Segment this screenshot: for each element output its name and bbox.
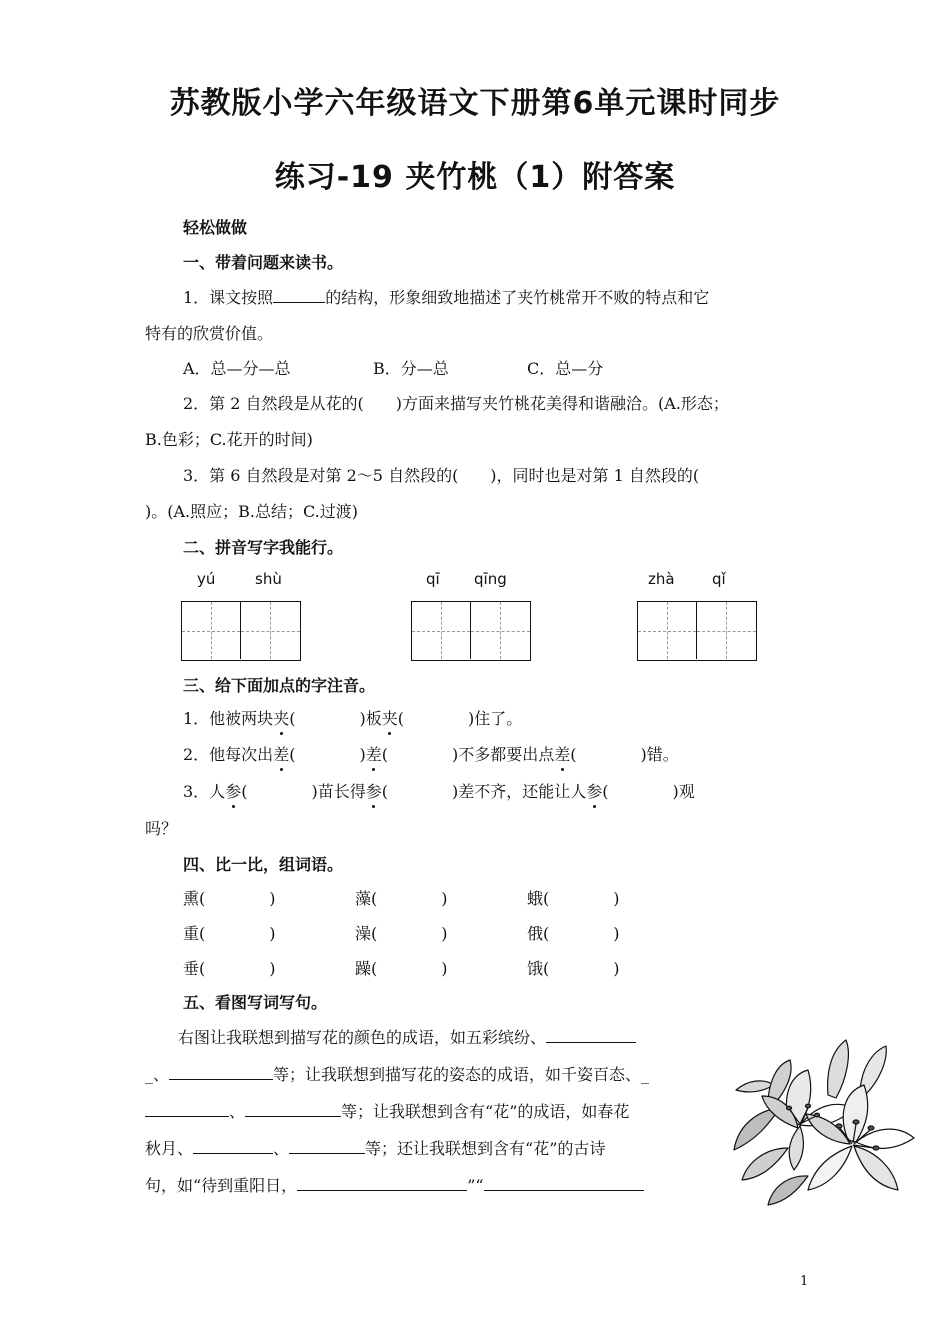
s5-blank-6[interactable] [289, 1152, 365, 1154]
q1-option-b: B．分—总 [373, 359, 449, 378]
s5-blank-2[interactable] [169, 1078, 273, 1080]
q1-line1: 1．课文按照 的结构，形象细致地描述了夹竹桃常开不败的特点和它 [183, 288, 710, 307]
compare-word-2-3: 俄( ) [527, 924, 620, 943]
phonetic-line-3-cont: 吗？ [145, 819, 178, 838]
s5-line1: 右图让我联想到描写花的颜色的成语，如五彩缤纷、 [178, 1025, 636, 1048]
q3-line1: 3．第 6 自然段是对第 2～5 自然段的( )，同时也是对第 1 自然段的( [183, 466, 700, 485]
lily-flower-illustration [728, 1030, 918, 1210]
q1-blank[interactable] [273, 301, 325, 303]
section-intro: 轻松做做 [183, 218, 248, 237]
compare-word-1-1: 熏( ) [183, 889, 276, 908]
pinyin-qi3: qǐ [712, 570, 726, 588]
compare-word-1-2: 藻( ) [355, 889, 448, 908]
pinyin-qi: qī [426, 570, 440, 588]
s5-blank-1[interactable] [546, 1041, 636, 1043]
compare-word-3-1: 垂( ) [183, 959, 276, 978]
phonetic-line-2: 2．他每次出差( )差( )不多都要出点差( )错。 [183, 745, 679, 764]
s5-blank-4[interactable] [245, 1115, 341, 1117]
page-number: 1 [800, 1274, 809, 1289]
q2-line2: B.色彩；C.花开的时间) [145, 430, 313, 449]
s5-line3: 、 等；让我联想到含有“花”的成语，如春花 [145, 1099, 629, 1122]
page-title-line2: 练习-19 夹竹桃（1）附答案 [274, 160, 676, 195]
s5-blank-5[interactable] [193, 1152, 273, 1154]
s5-blank-8[interactable] [484, 1189, 644, 1191]
section-1-heading: 一、带着问题来读书。 [183, 253, 344, 272]
s5-line5: 句，如“待到重阳日， ”“ [145, 1173, 644, 1196]
q3-line2: )。(A.照应；B.总结；C.过渡) [145, 502, 358, 521]
pinyin-yu: yú [197, 570, 216, 588]
pinyin-qing: qīng [474, 570, 507, 588]
section-2-heading: 二、拼音写字我能行。 [183, 538, 344, 557]
s5-line4: 秋月、 、 等；还让我联想到含有“花”的古诗 [145, 1139, 606, 1158]
compare-word-1-3: 蛾( ) [527, 889, 620, 908]
q1-line2: 特有的欣赏价值。 [145, 324, 274, 343]
section-4-heading: 四、比一比，组词语。 [183, 855, 344, 874]
phonetic-line-1: 1．他被两块夹( )板夹( )住了。 [183, 709, 523, 728]
compare-word-3-3: 饿( ) [527, 959, 620, 978]
writing-grid-2[interactable] [411, 601, 531, 661]
section-5-heading: 五、看图写词写句。 [183, 993, 328, 1012]
q1-option-c: C．总—分 [527, 359, 604, 378]
writing-grid-1[interactable] [181, 601, 301, 661]
q2-line1: 2．第 2 自然段是从花的( )方面来描写夹竹桃花美得和谐融洽。(A.形态； [183, 394, 729, 413]
pinyin-shu: shù [255, 570, 282, 588]
s5-blank-7[interactable] [297, 1189, 467, 1191]
compare-word-2-2: 澡( ) [355, 924, 448, 943]
page-title-line1: 苏教版小学六年级语文下册第6单元课时同步 [169, 86, 781, 121]
writing-grid-3[interactable] [637, 601, 757, 661]
q1-option-a: A．总—分—总 [183, 359, 291, 378]
phonetic-line-3: 3．人参( )苗长得参( )差不齐，还能让人参( )观 [183, 782, 695, 801]
pinyin-zha: zhà [648, 570, 675, 588]
section-3-heading: 三、给下面加点的字注音。 [183, 676, 376, 695]
compare-word-3-2: 躁( ) [355, 959, 448, 978]
s5-blank-3[interactable] [145, 1115, 229, 1117]
s5-line2: _、 等；让我联想到描写花的姿态的成语，如千姿百态、_ [145, 1065, 650, 1084]
compare-word-2-1: 重( ) [183, 924, 276, 943]
